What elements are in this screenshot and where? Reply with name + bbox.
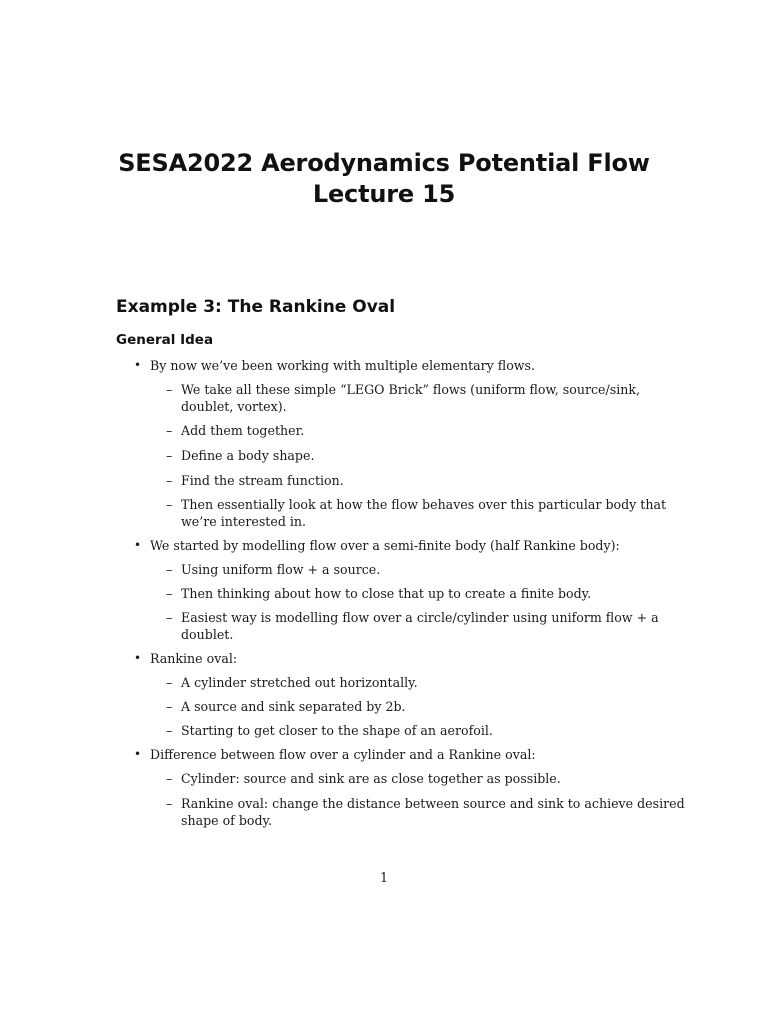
sub-item-text: doublet. [181, 627, 234, 642]
dash-marker: – [166, 423, 173, 438]
sub-item-text: Then thinking about how to close that up to create a finite body. [181, 586, 592, 601]
sub-item-text: doublet, vortex). [181, 399, 287, 414]
subsection-heading: General Idea [116, 332, 214, 348]
bullet-marker: • [134, 358, 142, 372]
title-line-2: Lecture 15 [312, 180, 456, 208]
sub-item-text: Using uniform flow + a source. [181, 562, 381, 577]
title-line-1: SESA2022 Aerodynamics Potential Flow [118, 149, 650, 177]
dash-marker: – [166, 586, 173, 601]
sub-item-text: Then essentially look at how the flow behaves over this particular body that [181, 497, 667, 512]
sub-item-text: Define a body shape. [181, 448, 315, 463]
dash-marker: – [166, 699, 173, 714]
dash-marker: – [166, 562, 173, 577]
dash-marker: – [166, 723, 173, 738]
bullet-marker: • [134, 651, 142, 665]
sub-item-text: We take all these simple “LEGO Brick” flows (uniform flow, source/sink, [181, 382, 640, 397]
dash-marker: – [166, 675, 173, 690]
sub-item-text: shape of body. [181, 813, 272, 828]
dash-marker: – [166, 610, 173, 625]
page-number: 1 [379, 870, 388, 885]
dash-marker: – [166, 771, 173, 786]
bullet-marker: • [134, 747, 142, 761]
dash-marker: – [166, 796, 173, 811]
sub-item-text: Starting to get closer to the shape of an aerofoil. [181, 723, 493, 738]
sub-item-text: we’re interested in. [181, 514, 307, 529]
sub-item-text: Easiest way is modelling flow over a circle/cylinder using uniform flow + a [181, 610, 659, 625]
page-title [0, 148, 768, 210]
sub-item-text: A cylinder stretched out horizontally. [181, 675, 418, 690]
dash-marker: – [166, 448, 173, 463]
sub-item-text: A source and sink separated by 2b. [181, 699, 406, 714]
bullet-marker: • [134, 538, 142, 552]
sub-item-text: Cylinder: source and sink are as close together as possible. [181, 771, 561, 786]
bullet-item-text: We started by modelling flow over a semi-finite body (half Rankine body): [150, 538, 620, 553]
sub-item-text: Rankine oval: change the distance between source and sink to achieve desired [181, 796, 685, 811]
dash-marker: – [166, 382, 173, 397]
section-heading: Example 3: The Rankine Oval [116, 297, 396, 317]
bullet-item-text: By now we’ve been working with multiple elementary flows. [150, 358, 536, 373]
bullet-item-text: Difference between flow over a cylinder and a Rankine oval: [150, 747, 536, 762]
sub-item-text: Add them together. [181, 423, 305, 438]
dash-marker: – [166, 473, 173, 488]
sub-item-text: Find the stream function. [181, 473, 344, 488]
bullet-item-text: Rankine oval: [150, 651, 238, 666]
dash-marker: – [166, 497, 173, 512]
